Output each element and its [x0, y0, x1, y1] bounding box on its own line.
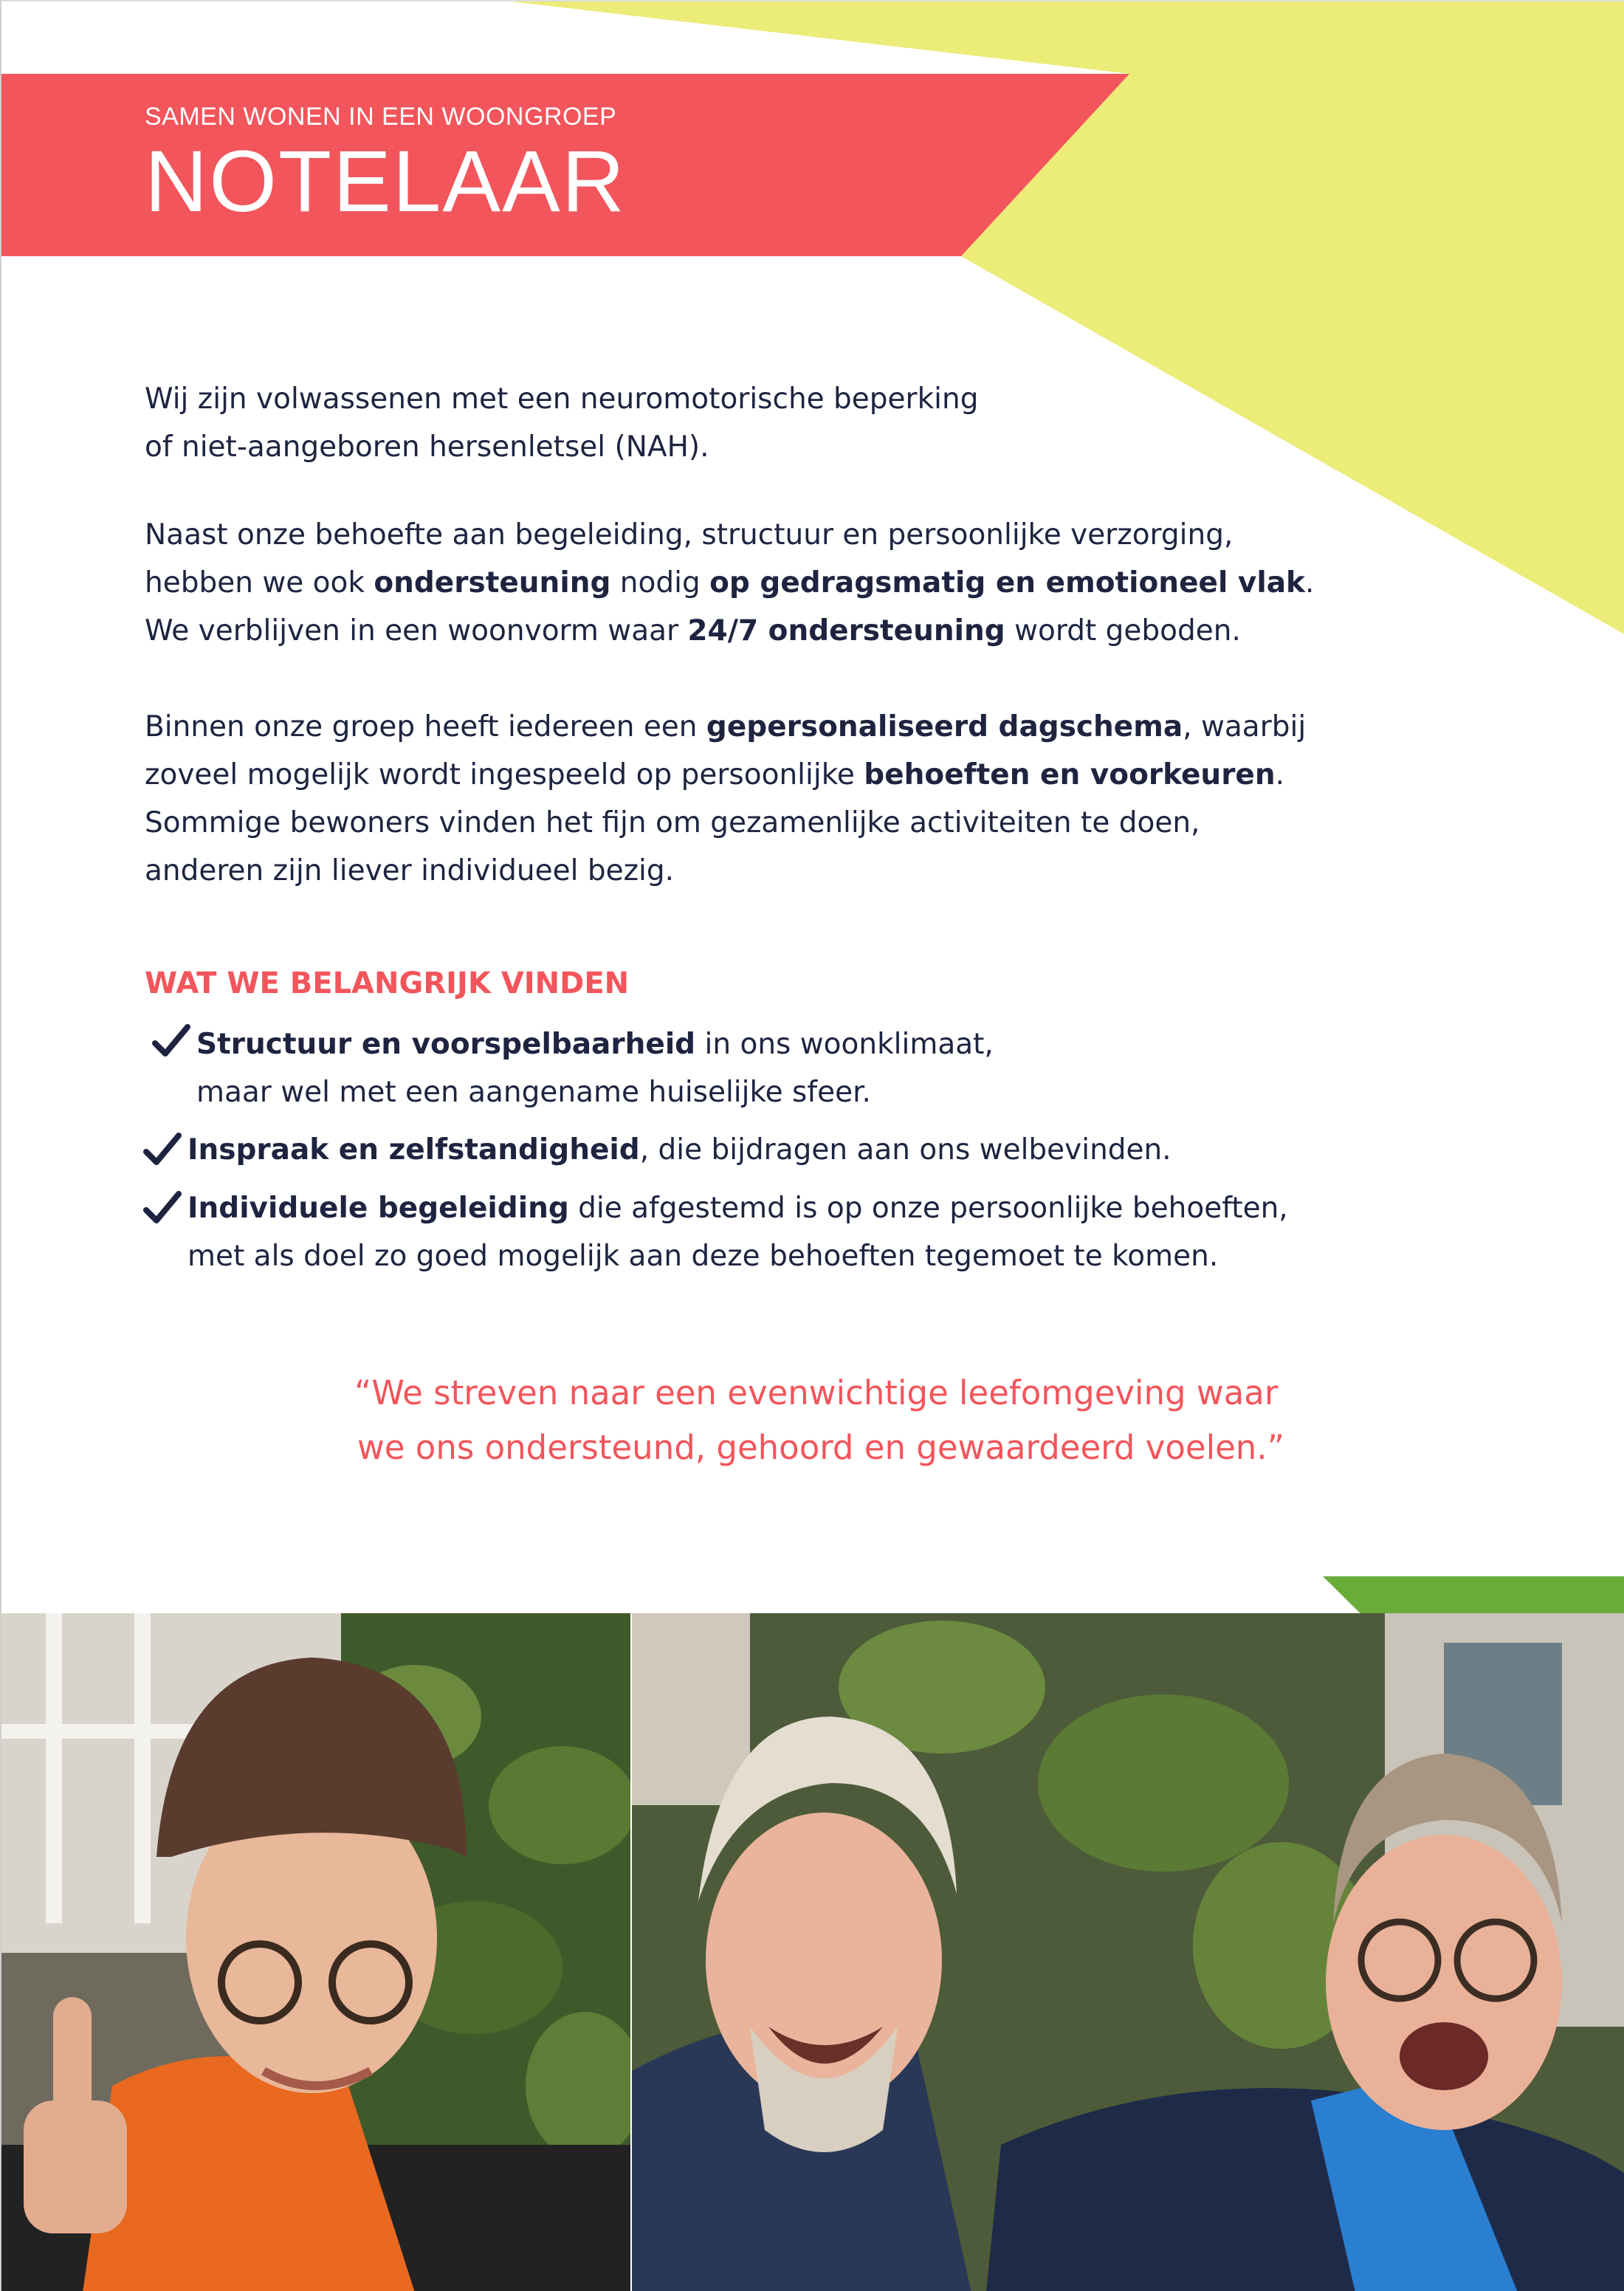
- checkmark-icon: [143, 1131, 182, 1168]
- resident-photo-2: [632, 1613, 1624, 2291]
- value-item-participation: [187, 1126, 1171, 1174]
- schedule-text: anderen zijn liever individueel bezig.: [145, 854, 675, 887]
- pull-quote: [354, 1366, 1329, 1475]
- value-item-text: , die bijdragen aan ons welbevinden.: [639, 1133, 1171, 1167]
- support-line-1: Naast onze behoefte aan begeleiding, structuur en persoonlijke verzorging,: [145, 518, 1234, 552]
- intro-line-1: Wij zijn volwassenen met een neuromotorische beperking: [145, 382, 979, 416]
- support-emphasis: 24/7 ondersteuning: [687, 614, 1005, 648]
- value-item-guidance: [187, 1184, 1288, 1280]
- value-item-title: Individuele begeleiding: [187, 1192, 569, 1225]
- two-men-laughing-photo: [632, 1613, 1624, 2291]
- quote-line-1: “We streven naar een evenwichtige leefomgeving waar: [354, 1373, 1279, 1412]
- value-item-text: die afgestemd is op onze persoonlijke behoeften,: [568, 1192, 1288, 1225]
- schedule-paragraph: [145, 703, 1400, 895]
- checkmark-icon: [152, 1023, 190, 1059]
- intro-paragraph: [145, 375, 1400, 471]
- schedule-text: zoveel mogelijk wordt ingespeeld op persoonlijke: [145, 758, 864, 791]
- schedule-emphasis: behoeften en voorkeuren: [864, 758, 1276, 791]
- support-text: We verblijven in een woonvorm waar: [145, 614, 688, 648]
- checkmark-icon: [143, 1189, 182, 1226]
- quote-line-2: we ons ondersteund, gehoord en gewaardeerd voelen.”: [357, 1428, 1284, 1467]
- schedule-text: , waarbij: [1183, 710, 1307, 743]
- header-eyebrow: SAMEN WONEN IN EEN WOONGROEP: [145, 103, 617, 131]
- section-heading: WAT WE BELANGRIJK VINDEN: [145, 966, 630, 1000]
- resident-photo-1: [1, 1613, 630, 2291]
- value-item-title: Structuur en voorspelbaarheid: [196, 1028, 696, 1061]
- support-paragraph: [145, 511, 1400, 655]
- support-text: wordt geboden.: [1005, 614, 1241, 648]
- schedule-text: .: [1275, 758, 1285, 791]
- support-text: nodig: [610, 566, 710, 600]
- value-item-title: Inspraak en zelfstandigheid: [187, 1133, 640, 1167]
- value-item-structure: [196, 1020, 994, 1116]
- schedule-text: Binnen onze groep heeft iedereen een: [145, 710, 706, 743]
- page-title: NOTELAAR: [145, 133, 627, 230]
- schedule-text: Sommige bewoners vinden het fijn om gezamenlijke activiteiten te doen,: [145, 806, 1200, 839]
- value-item-text: in ons woonklimaat,: [695, 1028, 994, 1061]
- page-header: [145, 102, 627, 230]
- schedule-emphasis: gepersonaliseerd dagschema: [706, 710, 1183, 743]
- value-item-text: maar wel met een aangename huiselijke sfeer.: [196, 1076, 871, 1109]
- intro-line-2: of niet-aangeboren hersenletsel (NAH).: [145, 430, 709, 464]
- support-emphasis: op gedragsmatig en emotioneel vlak: [709, 566, 1305, 600]
- support-text: .: [1304, 566, 1315, 600]
- support-emphasis: ondersteuning: [374, 566, 611, 600]
- support-text: hebben we ook: [145, 566, 374, 600]
- value-item-text: met als doel zo goed mogelijk aan deze behoeften tegemoet te komen.: [187, 1240, 1219, 1273]
- woman-thumbs-up-photo: [1, 1613, 630, 2291]
